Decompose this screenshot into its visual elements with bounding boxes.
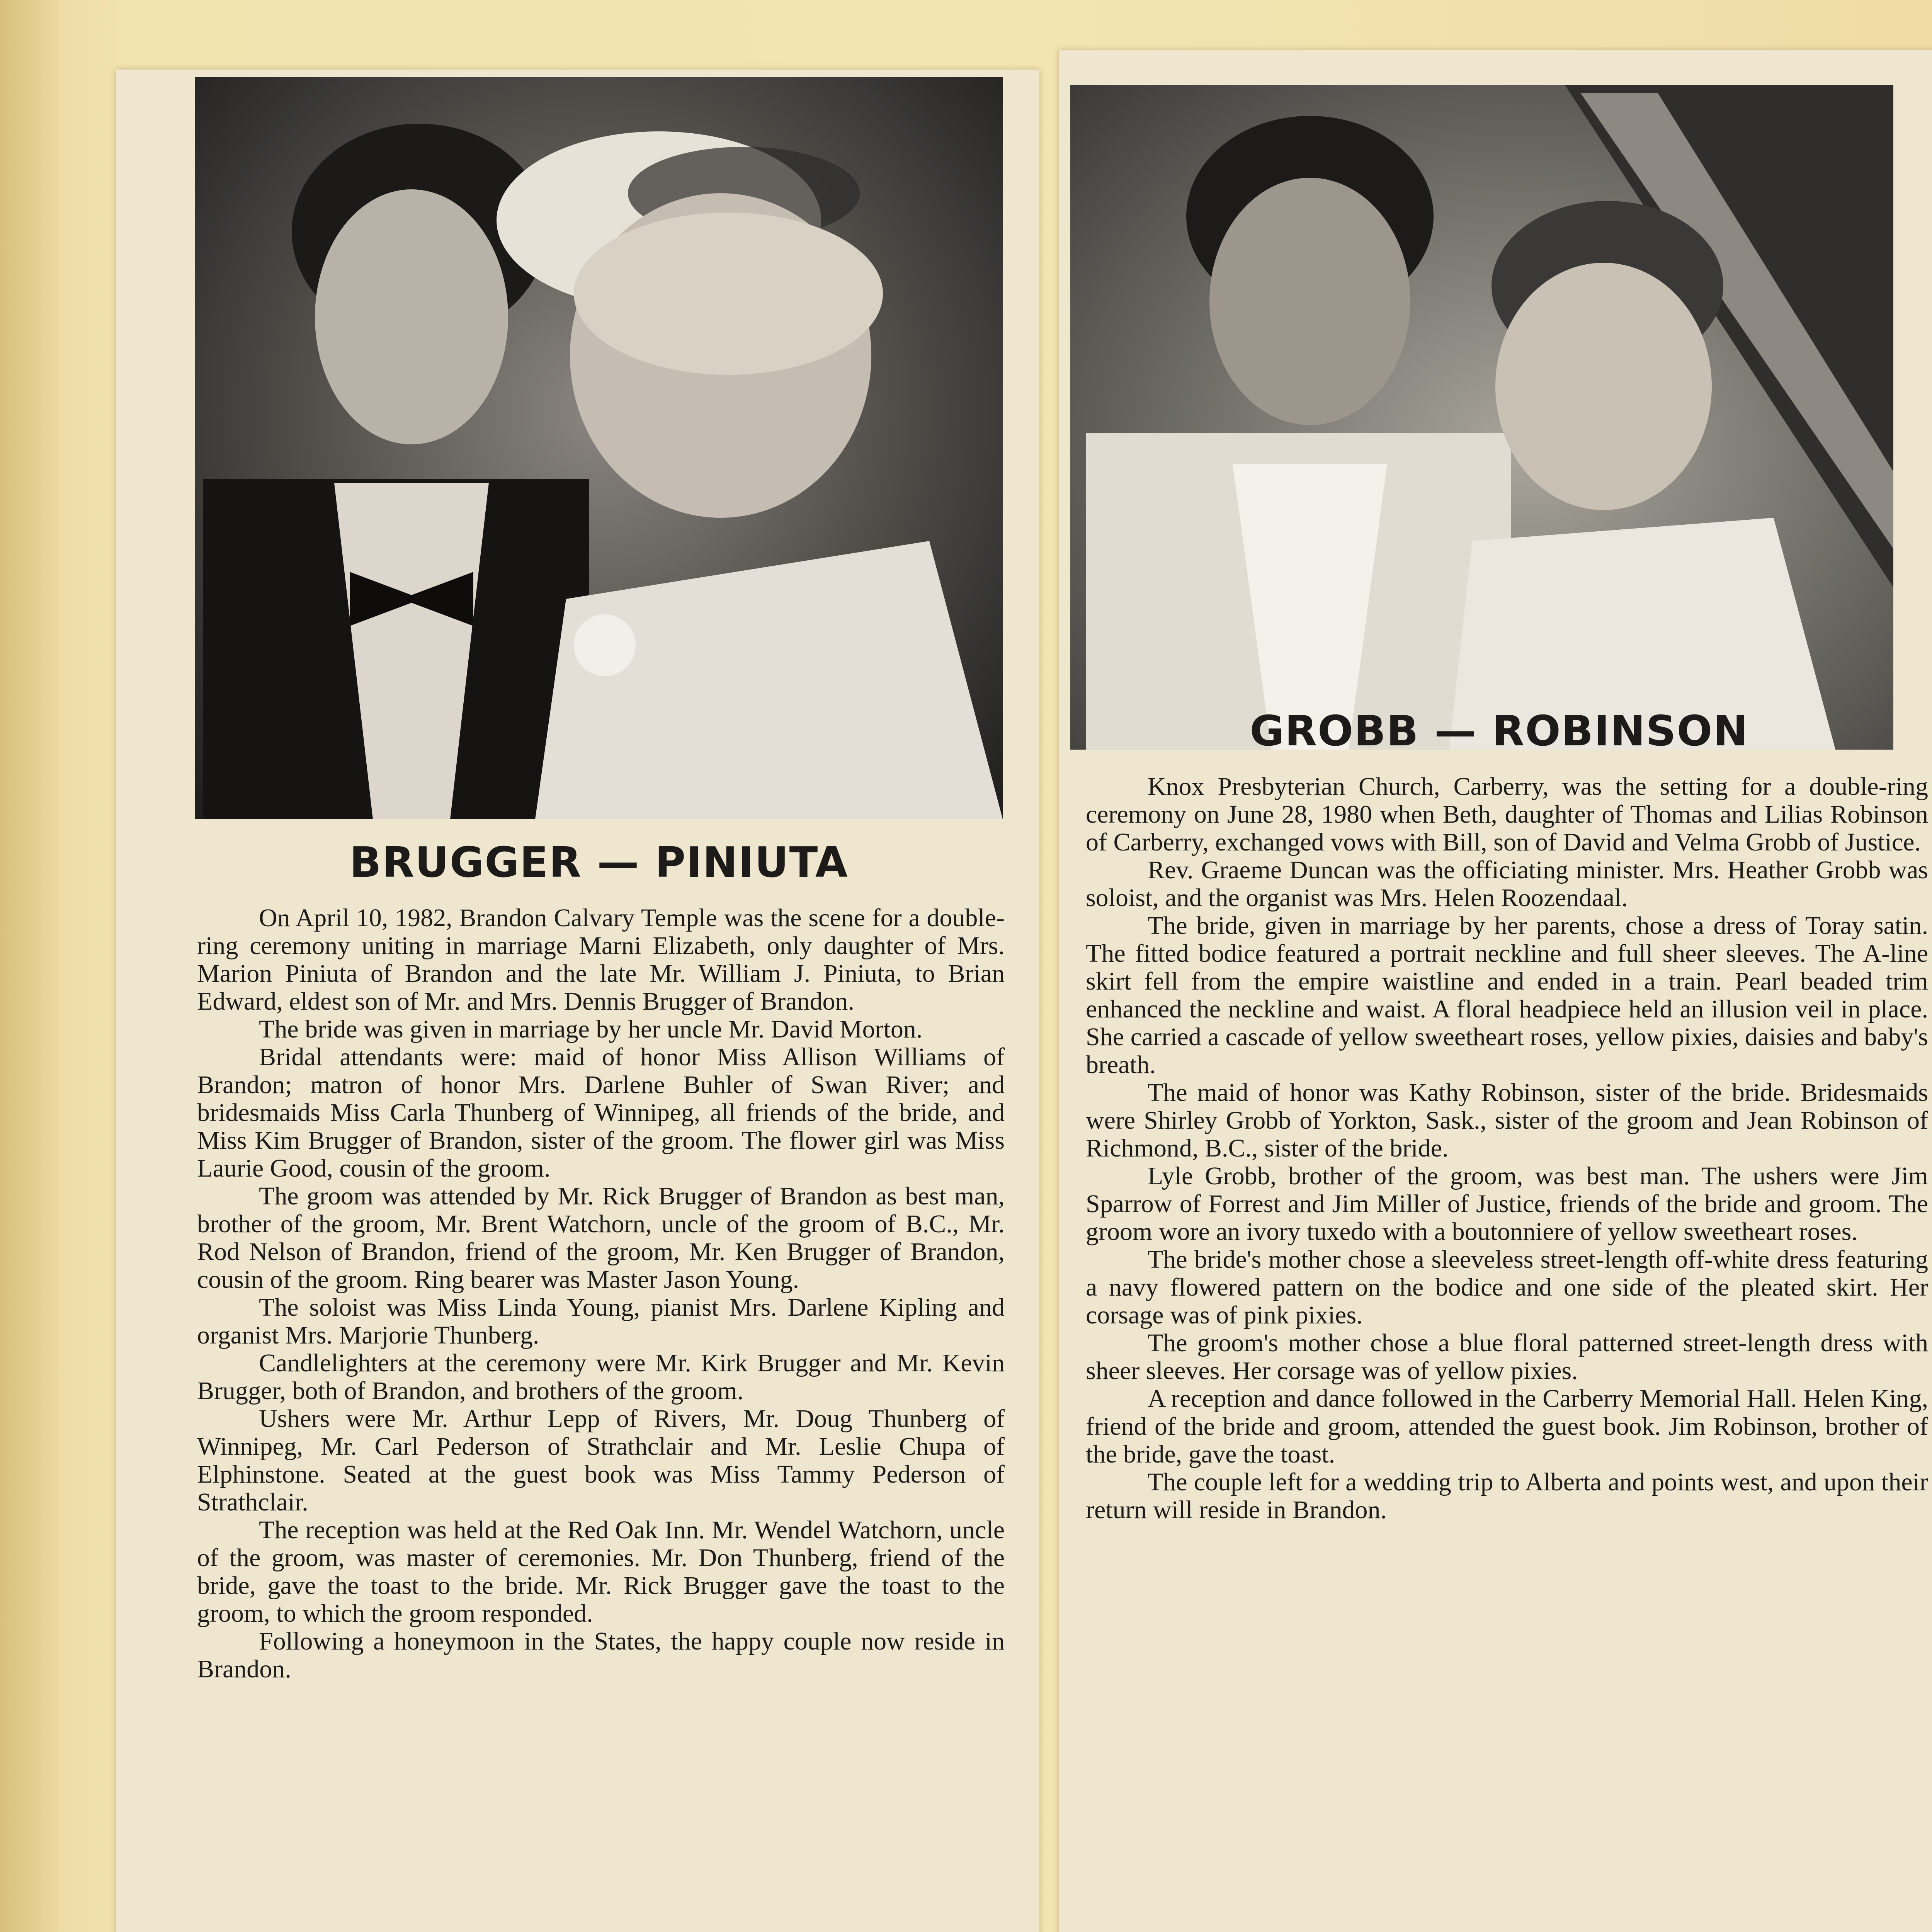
- wedding-photo-grobb-robinson: [1070, 85, 1893, 750]
- paragraph: The groom was attended by Mr. Rick Brugger of Brandon as best man, brother of the groom, Mr. Brent Watchorn, uncle of the groom of B.C., Mr. Rod Nelson of Brandon, friend of the groom, Mr. Ken Brugger of Brandon, cousin of the groom. Ring bearer was Master Jason Young.: [197, 1182, 1005, 1294]
- headline-brugger-piniuta: BRUGGER — PINIUTA: [349, 838, 849, 887]
- paragraph: Bridal attendants were: maid of honor Miss Allison Williams of Brandon; matron of honor Mrs. Darlene Buhler of Swan River; and bridesmaids Miss Carla Thunberg of Winnipeg, all friends of the bride, and Miss Kim Brugger of Brandon, sister of the groom. The flower girl was Miss Laurie Good, cousin of the groom.: [197, 1043, 1005, 1182]
- paragraph: Candlelighters at the ceremony were Mr. Kirk Brugger and Mr. Kevin Brugger, both of Brandon, and brothers of the groom.: [197, 1349, 1005, 1405]
- article-grobb-robinson: [1086, 773, 1928, 1524]
- paragraph: A reception and dance followed in the Carberry Memorial Hall. Helen King, friend of the bride and groom, attended the guest book. Jim Robinson, brother of the bride, gave the toast.: [1086, 1384, 1928, 1468]
- paragraph: The bride's mother chose a sleeveless street-length off-white dress featuring a navy flowered pattern on the bodice and one side of the pleated skirt. Her corsage was of pink pixies.: [1086, 1245, 1928, 1329]
- paragraph: Knox Presbyterian Church, Carberry, was the setting for a double-ring ceremony on June 28, 1980 when Beth, daughter of Thomas and Lilias Robinson of Carberry, exchanged vows with Bill, son of David and Velma Grobb of Justice.: [1086, 772, 1928, 856]
- clipping-brugger-piniuta: [116, 70, 1039, 1932]
- paragraph: The bride was given in marriage by her uncle Mr. David Morton.: [259, 1015, 923, 1043]
- couple-silhouette: [1070, 85, 1893, 750]
- article-brugger-piniuta: [197, 904, 1005, 1683]
- paragraph: Ushers were Mr. Arthur Lepp of Rivers, Mr. Doug Thunberg of Winnipeg, Mr. Carl Pederson of Strathclair and Mr. Leslie Chupa of Elphinstone. Seated at the guest book was Miss Tammy Pederson of Strathclair.: [197, 1405, 1005, 1516]
- paragraph: The bride, given in marriage by her parents, chose a dress of Toray satin. The fitted bodice featured a portrait neckline and full sheer sleeves. The A-line skirt fell from the empire waistline and ended in a train. Pearl beaded trim enhanced the neckline and waist. A floral headpiece held an illusion veil in place. She carried a cascade of yellow sweetheart roses, yellow pixies, daisies and baby's breath.: [1086, 912, 1928, 1079]
- paragraph: The groom's mother chose a blue floral patterned street-length dress with sheer sleeves. Her corsage was of yellow pixies.: [1086, 1329, 1928, 1385]
- paragraph: The reception was held at the Red Oak Inn. Mr. Wendel Watchorn, uncle of the groom, was master of ceremonies. Mr. Don Thunberg, friend of the bride, gave the toast to the bride. Mr. Rick Brugger gave the toast to the groom, to which the groom responded.: [197, 1516, 1005, 1628]
- couple-silhouette: [195, 77, 1003, 819]
- paragraph: The couple left for a wedding trip to Alberta and points west, and upon their return will reside in Brandon.: [1086, 1468, 1928, 1524]
- paragraph: Rev. Graeme Duncan was the officiating minister. Mrs. Heather Grobb was soloist, and the organist was Mrs. Helen Roozendaal.: [1086, 856, 1928, 912]
- paragraph: The soloist was Miss Linda Young, pianist Mrs. Darlene Kipling and organist Mrs. Marjorie Thunberg.: [197, 1293, 1005, 1349]
- page-spine: [0, 0, 58, 1932]
- wedding-photo-brugger-piniuta: [195, 77, 1003, 819]
- headline-grobb-robinson: GROBB — ROBINSON: [1250, 707, 1749, 755]
- paragraph: Following a honeymoon in the States, the happy couple now reside in Brandon.: [197, 1627, 1005, 1683]
- paragraph: On April 10, 1982, Brandon Calvary Temple was the scene for a double-ring ceremony uniting in marriage Marni Elizabeth, only daughter of Mrs. Marion Piniuta of Brandon and the late Mr. William J. Piniuta, to Brian Edward, eldest son of Mr. and Mrs. Dennis Brugger of Brandon.: [197, 904, 1005, 1015]
- paragraph: Lyle Grobb, brother of the groom, was best man. The ushers were Jim Sparrow of Forrest and Jim Miller of Justice, friends of the bride and groom. The groom wore an ivory tuxedo with a boutonniere of yellow sweetheart roses.: [1086, 1162, 1928, 1246]
- clipping-grobb-robinson: [1059, 50, 1932, 1932]
- paragraph: The maid of honor was Kathy Robinson, sister of the bride. Bridesmaids were Shirley Grobb of Yorkton, Sask., sister of the groom and Jean Robinson of Richmond, B.C., sister of the bride.: [1086, 1078, 1928, 1162]
